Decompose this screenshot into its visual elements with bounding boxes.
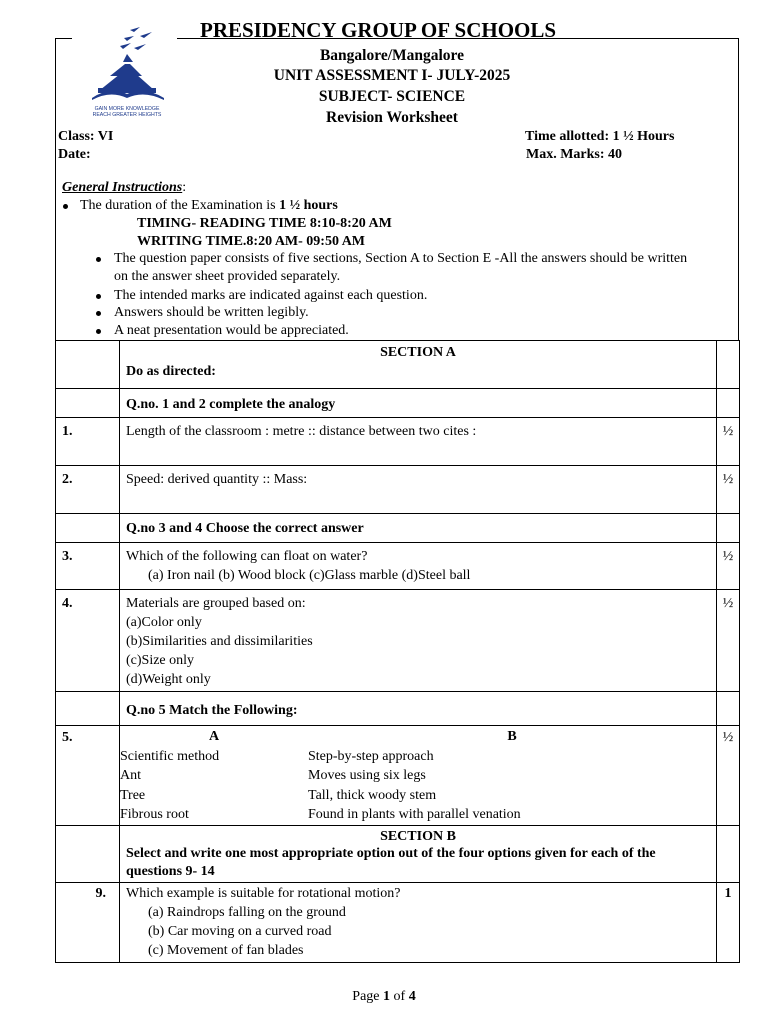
question-number: 2.	[56, 466, 120, 514]
instruction-item: Answers should be written legibly.	[114, 305, 309, 320]
bullet-icon	[96, 311, 101, 316]
question-marks: ½	[717, 418, 740, 466]
group-heading: Q.no 5 Match the Following:	[126, 703, 298, 718]
match-row: Ant Moves using six legs	[120, 768, 426, 783]
option: (b) Car moving on a curved road	[148, 924, 332, 939]
bullet-icon	[63, 204, 68, 209]
section-b-row	[56, 825, 740, 883]
question-row-1	[56, 418, 740, 466]
writing-time: WRITING TIME.8:20 AM- 09:50 AM	[137, 234, 366, 249]
option: (a)Color only	[126, 615, 202, 630]
option: (c)Size only	[126, 653, 195, 668]
bullet-icon	[96, 329, 101, 334]
option: (b)Similarities and dissimilarities	[126, 634, 313, 649]
question-text: Which example is suitable for rotational motion?	[126, 886, 401, 901]
question-number: 9.	[56, 883, 120, 963]
bullet-icon	[96, 294, 101, 299]
duration-line: The duration of the Examination is 1 ½ hours	[80, 198, 338, 213]
question-options: (a) Iron nail (b) Wood block (c)Glass marble (d)Steel ball	[148, 568, 471, 583]
question-number: 3.	[56, 543, 120, 590]
bullet-icon	[96, 257, 101, 262]
section-b-directive: Select and write one most appropriate option out of the four options given for each of the questions 9- 14	[126, 846, 656, 879]
instruction-item-cont: on the answer sheet provided separately.	[114, 269, 341, 284]
general-instructions-title: General Instructions:	[62, 180, 187, 195]
question-marks: 1	[717, 883, 740, 963]
match-row: Fibrous root Found in plants with parallel venation	[120, 807, 521, 822]
question-row-5	[56, 726, 740, 826]
question-text: Which of the following can float on water?	[126, 549, 368, 564]
question-marks: ½	[717, 726, 740, 826]
question-row-4	[56, 590, 740, 692]
question-table	[55, 340, 740, 963]
instruction-item: The question paper consists of five sections, Section A to Section E -All the answers should be written	[114, 251, 688, 266]
section-a-title: SECTION A	[380, 345, 456, 360]
match-row: Scientific method Step-by-step approach	[120, 748, 434, 764]
school-logo	[80, 24, 174, 116]
option: (c) Movement of fan blades	[148, 943, 304, 958]
question-marks: ½	[717, 543, 740, 590]
match-col-b-header: B	[507, 729, 517, 744]
question-row-2	[56, 466, 740, 514]
group-heading: Q.no. 1 and 2 complete the analogy	[126, 397, 336, 412]
group-heading-row	[56, 389, 740, 418]
group-heading: Q.no 3 and 4 Choose the correct answer	[126, 521, 364, 536]
page-footer: Page 1 of 4	[352, 989, 416, 1004]
option: (a) Raindrops falling on the ground	[148, 905, 346, 920]
time-allotted: Time allotted: 1 ½ Hours	[525, 129, 675, 144]
worksheet-title: Revision Worksheet	[326, 109, 458, 126]
match-row: Tree Tall, thick woody stem	[120, 787, 437, 803]
section-a-row	[56, 341, 740, 389]
instruction-item: A neat presentation would be appreciated.	[114, 323, 349, 338]
question-number: 5.	[56, 726, 120, 826]
question-text: Length of the classroom : metre :: distance between two cites :	[120, 418, 717, 466]
group-heading-row	[56, 692, 740, 726]
question-row-9	[56, 883, 740, 963]
match-table	[120, 727, 716, 825]
section-a-directive: Do as directed:	[126, 364, 216, 379]
logo-book-birds-icon	[80, 24, 174, 116]
reading-time: TIMING- READING TIME 8:10-8:20 AM	[137, 216, 392, 231]
question-number: 4.	[56, 590, 120, 692]
question-marks: ½	[717, 466, 740, 514]
option: (d)Weight only	[126, 672, 211, 687]
school-name: PRESIDENCY GROUP OF SCHOOLS	[200, 18, 557, 42]
assessment-title: UNIT ASSESSMENT I- JULY-2025	[273, 67, 511, 84]
group-heading-row	[56, 514, 740, 543]
instruction-item: The intended marks are indicated against each question.	[114, 288, 428, 303]
max-marks: Max. Marks: 40	[526, 147, 623, 162]
match-col-a-header: A	[208, 729, 220, 744]
question-number: 1.	[56, 418, 120, 466]
svg-text:GAIN MORE KNOWLEDGE: GAIN MORE KNOWLEDGE	[94, 106, 160, 112]
question-text: Materials are grouped based on:	[126, 596, 306, 611]
subject: SUBJECT- SCIENCE	[318, 88, 466, 105]
section-b-title: SECTION B	[380, 828, 456, 844]
question-marks: ½	[717, 590, 740, 692]
question-text: Speed: derived quantity :: Mass:	[120, 466, 717, 514]
svg-text:REACH GREATER HEIGHTS: REACH GREATER HEIGHTS	[92, 112, 162, 116]
question-row-3	[56, 543, 740, 590]
date-label: Date:	[58, 147, 91, 162]
location: Bangalore/Mangalore	[319, 47, 465, 64]
class-label: Class: VI	[58, 129, 114, 144]
